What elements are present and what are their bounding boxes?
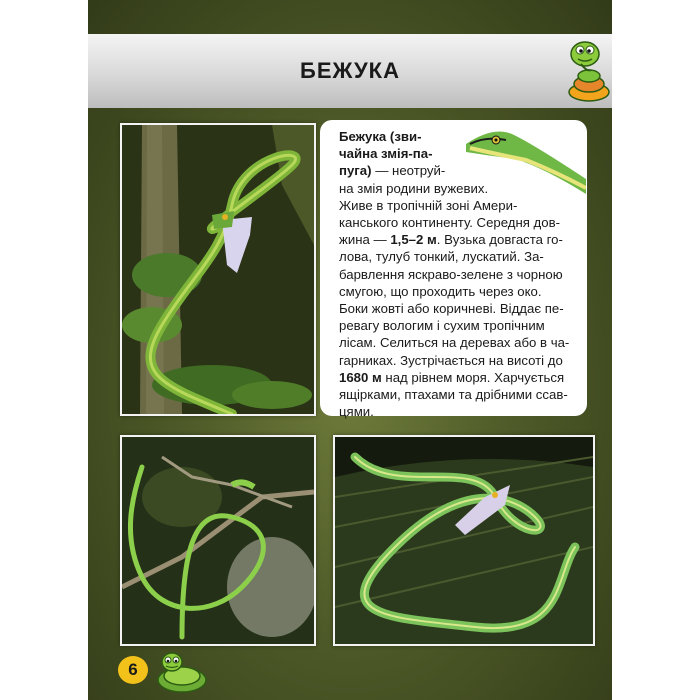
- page-title: БЕЖУКА: [300, 58, 400, 83]
- snake-photo-tree: [120, 123, 316, 416]
- snake-photo-leaf: [333, 435, 595, 646]
- page-number-badge: 6: [118, 656, 148, 684]
- description-text: Бежука (зви- чайна змія-па- пуга) — неотруй- на змія родини вужевих. Живе в тропічній зоні Амери- канського континенту. Середня дов- жина — 1,5–2 м. Вузька довгаста го- лова, тулуб тонкий, лускатий. За- барвлення яскраво-зелене з чорною смугою, що проходить через око. Боки жовті або коричневі. Віддає пе- ревагу вологим і сухим тропічним лісам. Селиться на деревах або в ча- гарниках. Зустрічається на висоті до 1680 м над рівнем моря. Харчується ящірками, птахами та дрібними ссав- цями.: [339, 129, 570, 420]
- snake-mascot-icon: [563, 34, 613, 104]
- turtle-snake-mascot-icon: [150, 650, 210, 694]
- snake-photo-branch: [120, 435, 316, 646]
